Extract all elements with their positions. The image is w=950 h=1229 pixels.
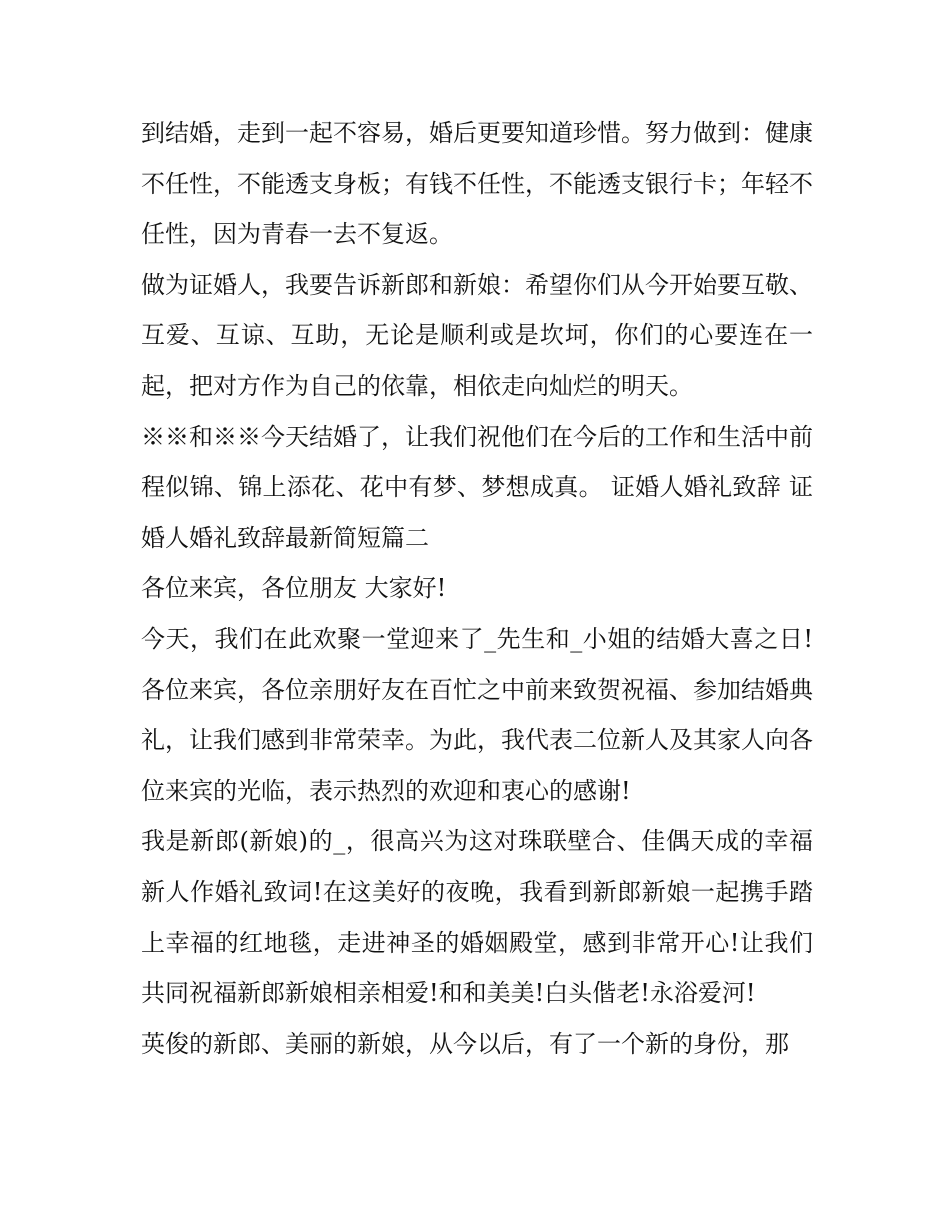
paragraph-6: 我是新郎(新娘)的_，很高兴为这对珠联壁合、佳偶天成的幸福新人作婚礼致词!在这美好的夜晚，我看到新郎新娘一起携手踏上幸福的红地毯，走进神圣的婚姻殿堂，感到非常开心!让我们共同祝福新郎新娘相亲相爱!和和美美!白头偕老!永浴爱河! [141, 827, 813, 1008]
document-body [141, 108, 813, 1069]
paragraph-7: 英俊的新郎、美丽的新娘，从今以后，有了一个新的身份，那 [141, 1029, 789, 1058]
paragraph-3: ※※和※※今天结婚了，让我们祝他们在今后的工作和生活中前程似锦、锦上添花、花中有梦、梦想成真。 证婚人婚礼致辞 证婚人婚礼致辞最新简短篇二 [141, 422, 813, 552]
paragraph-2: 做为证婚人，我要告诉新郎和新娘：希望你们从今开始要互敬、互爱、互谅、互助，无论是顺利或是坎坷，你们的心要连在一起，把对方作为自己的依靠，相依走向灿烂的明天。 [141, 270, 813, 400]
paragraph-5: 今天，我们在此欢聚一堂迎来了_先生和_小姐的结婚大喜之日!各位来宾，各位亲朋好友在百忙之中前来致贺祝福、参加结婚典礼，让我们感到非常荣幸。为此，我代表二位新人及其家人向各位来宾的光临，表示热烈的欢迎和衷心的感谢! [141, 624, 813, 805]
paragraph-1: 到结婚，走到一起不容易，婚后更要知道珍惜。努力做到：健康不任性，不能透支身板；有钱不任性，不能透支银行卡；年轻不任性，因为青春一去不复返。 [141, 119, 813, 249]
paragraph-4: 各位来宾，各位朋友 大家好! [141, 574, 447, 603]
